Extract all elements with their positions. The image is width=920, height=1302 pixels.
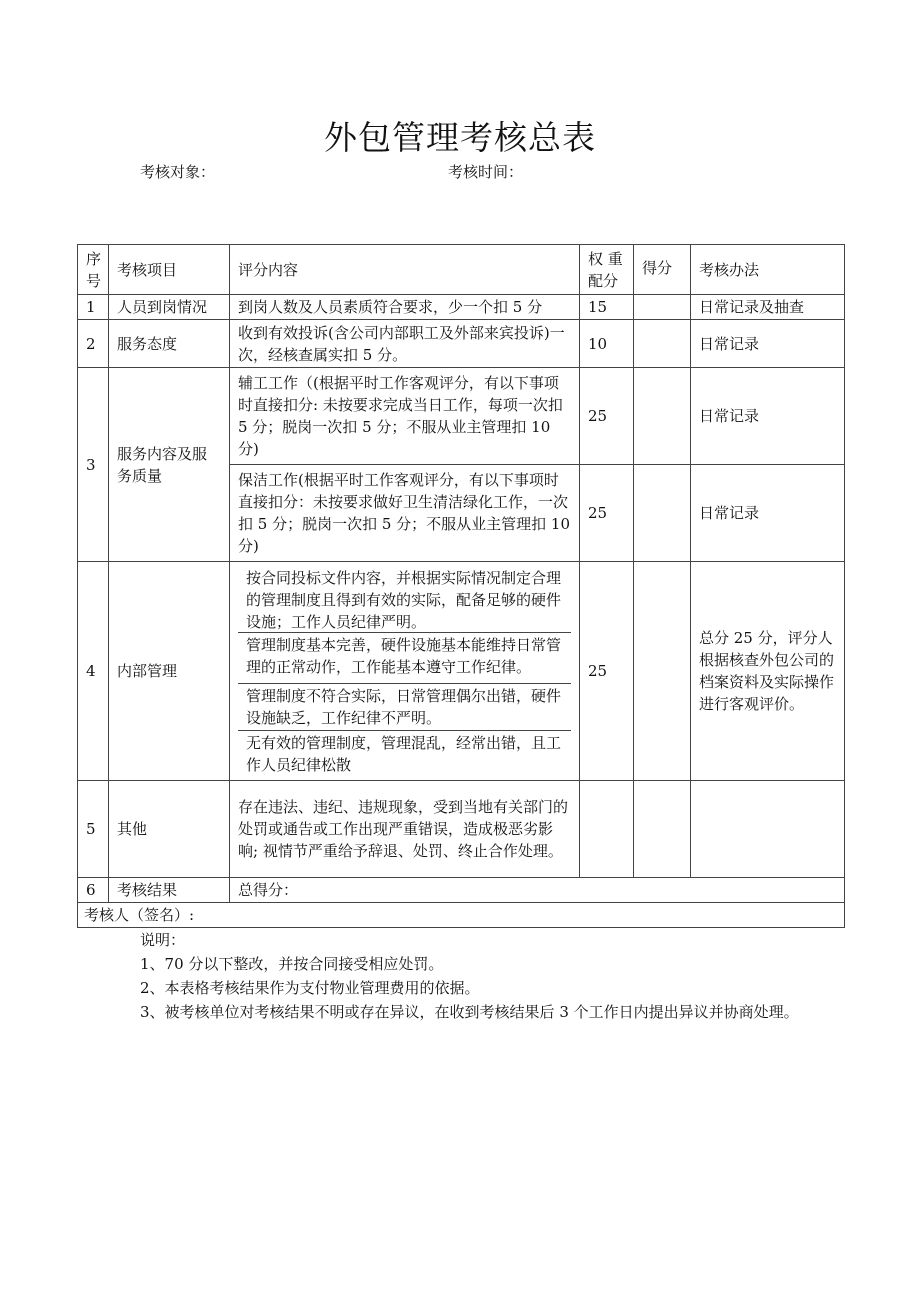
row-content: 存在违法、违纪、违规现象，受到当地有关部门的处罚或通告或工作出现严重错误，造成极恶劣影响; 视情节严重给予辞退、处罚、终止合作处理。: [230, 781, 580, 878]
row-method: 日常记录: [691, 320, 845, 368]
signer-cell[interactable]: 考核人（签名）:: [78, 903, 845, 928]
row-score[interactable]: [634, 465, 691, 562]
table-row: [78, 368, 845, 465]
row-score[interactable]: [634, 295, 691, 320]
table-row: [78, 320, 845, 368]
row-score[interactable]: [634, 781, 691, 878]
row-item: 人员到岗情况: [109, 295, 230, 320]
row-content: 保洁工作(根据平时工作客观评分，有以下事项时直接扣分：未按要求做好卫生清洁绿化工作，一次扣 5 分；脱岗一次扣 5 分；不服从业主管理扣 10 分): [230, 465, 580, 562]
row-method: 日常记录: [691, 465, 845, 562]
table-row: [78, 562, 845, 781]
page-title: 外包管理考核总表: [324, 118, 596, 157]
row-method: 总分 25 分，评分人根据核查外包公司的档案资料及实际操作进行客观评价。: [691, 562, 845, 781]
row-item: 服务态度: [109, 320, 230, 368]
row-item: 服务内容及服务质量: [109, 368, 230, 562]
notes-heading: 说明：: [140, 931, 186, 949]
row-no: 1: [78, 295, 109, 320]
row-score[interactable]: [634, 562, 691, 781]
row-method: [691, 781, 845, 878]
assessment-time-label: 考核时间：: [448, 163, 524, 181]
row-no: 4: [78, 562, 109, 781]
row-method: 日常记录: [691, 368, 845, 465]
note-item: 3、被考核单位对考核结果不明或存在异议，在收到考核结果后 3 个工作日内提出异议并协商处理。: [140, 1003, 799, 1021]
header-no: 序 号: [78, 245, 109, 295]
row-item: 其他: [109, 781, 230, 878]
table-row: [78, 781, 845, 878]
header-content: 评分内容: [230, 245, 580, 295]
header-item: 考核项目: [109, 245, 230, 295]
criteria-level-3: 管理制度不符合实际，日常管理偶尔出错，硬件设施缺乏，工作纪律不严明。: [238, 684, 571, 731]
total-score-cell[interactable]: 总得分：: [230, 878, 845, 903]
assessment-table: [77, 244, 845, 928]
note-item: 1、70 分以下整改，并按合同接受相应处罚。: [140, 955, 444, 973]
row-score[interactable]: [634, 320, 691, 368]
row-content: [230, 562, 580, 781]
row-no: 2: [78, 320, 109, 368]
assessment-target-label: 考核对象：: [140, 163, 216, 181]
row-no: 3: [78, 368, 109, 562]
table-row: [78, 295, 845, 320]
row-item: 内部管理: [109, 562, 230, 781]
note-item: 2、本表格考核结果作为支付物业管理费用的依据。: [140, 979, 480, 997]
row-weight: 10: [580, 320, 634, 368]
signer-row: [78, 903, 845, 928]
row-content: 到岗人数及人员素质符合要求，少一个扣 5 分: [230, 295, 580, 320]
row-weight: [580, 781, 634, 878]
header-method: 考核办法: [691, 245, 845, 295]
row-item: 考核结果: [109, 878, 230, 903]
row-method: 日常记录及抽查: [691, 295, 845, 320]
row-no: 6: [78, 878, 109, 903]
criteria-level-1: 按合同投标文件内容，并根据实际情况制定合理的管理制度且得到有效的实际，配备足够的硬件设施；工作人员纪律严明。: [238, 566, 571, 633]
row-weight: 25: [580, 465, 634, 562]
table-row: [78, 878, 845, 903]
row-no: 5: [78, 781, 109, 878]
row-weight: 25: [580, 368, 634, 465]
criteria-level-4: 无有效的管理制度，管理混乱，经常出错，且工作人员纪律松散: [246, 733, 562, 774]
row-score[interactable]: [634, 368, 691, 465]
table-header-row: [78, 245, 845, 295]
row-weight: 25: [580, 562, 634, 781]
header-weight: 权 重配分: [580, 245, 634, 295]
criteria-level-2: 管理制度基本完善，硬件设施基本能维持日常管理的正常动作，工作能基本遵守工作纪律。: [238, 633, 571, 684]
row-weight: 15: [580, 295, 634, 320]
header-score: 得分: [634, 245, 691, 295]
notes-section: [140, 928, 800, 1024]
row-content: 辅工工作（(根据平时工作客观评分，有以下事项时直接扣分: 未按要求完成当日工作，每项一次扣 5 分；脱岗一次扣 5 分；不服从业主管理扣 10 分): [230, 368, 580, 465]
row-content: 收到有效投诉(含公司内部职工及外部来宾投诉)一次，经核查属实扣 5 分。: [230, 320, 580, 368]
